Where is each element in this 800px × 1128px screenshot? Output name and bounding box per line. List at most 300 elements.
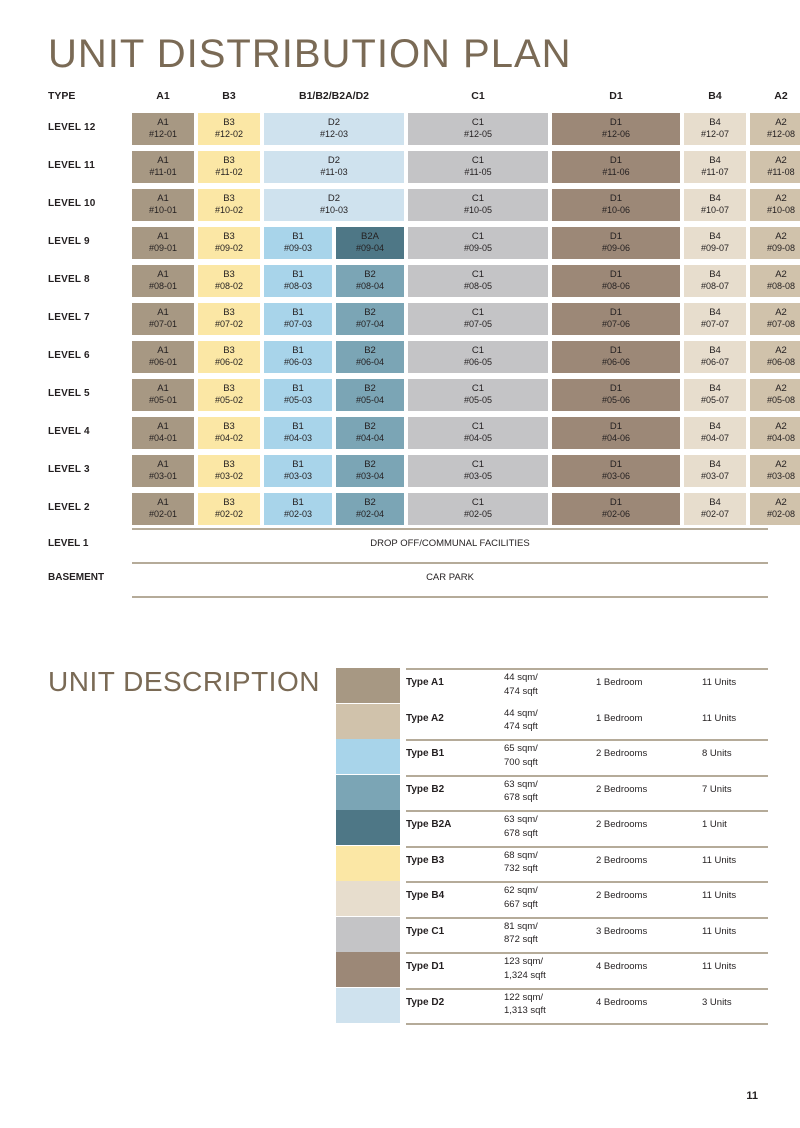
unit-number-label: #05-06 xyxy=(601,394,631,405)
unit-cell[interactable] xyxy=(132,189,194,221)
divider xyxy=(406,846,768,848)
unit-type-label: B1 xyxy=(292,497,304,508)
unit-cell[interactable] xyxy=(132,303,194,335)
unit-type-label: C1 xyxy=(471,231,485,242)
unit-cell[interactable] xyxy=(264,455,332,487)
legend-area-label: 65 sqm/ 700 sqft xyxy=(504,743,538,768)
unit-cell[interactable] xyxy=(198,303,260,335)
unit-cell[interactable] xyxy=(552,379,680,411)
legend-type-label: Type B4 xyxy=(406,890,445,901)
unit-number-label: #02-08 xyxy=(766,508,796,519)
unit-number-label: #02-02 xyxy=(214,508,244,519)
unit-cell[interactable] xyxy=(408,265,548,297)
unit-type-label: A2 xyxy=(775,193,787,204)
special-level-row xyxy=(48,562,768,596)
unit-type-label: A2 xyxy=(775,231,787,242)
unit-number-label: #06-07 xyxy=(700,356,730,367)
unit-number-label: #08-04 xyxy=(355,280,385,291)
unit-type-label: C1 xyxy=(471,459,485,470)
unit-cell[interactable] xyxy=(264,151,404,183)
unit-type-label: C1 xyxy=(471,269,485,280)
unit-cell[interactable] xyxy=(750,151,800,183)
unit-number-label: #07-02 xyxy=(214,318,244,329)
unit-number-label: #12-01 xyxy=(148,128,178,139)
unit-type-label: C1 xyxy=(471,497,485,508)
unit-type-label: A1 xyxy=(157,497,169,508)
unit-cell[interactable] xyxy=(132,417,194,449)
unit-type-label: A1 xyxy=(157,459,169,470)
unit-number-label: #03-07 xyxy=(700,470,730,481)
unit-cell[interactable] xyxy=(408,417,548,449)
unit-cell[interactable] xyxy=(264,227,332,259)
level-label: LEVEL 12 xyxy=(48,122,96,133)
unit-number-label: #05-05 xyxy=(463,394,493,405)
legend-bedrooms-label: 1 Bedroom xyxy=(596,677,643,688)
unit-number-label: #04-05 xyxy=(463,432,493,443)
legend-type-label: Type B2 xyxy=(406,783,445,795)
legend-bedrooms-label: 4 Bedrooms xyxy=(596,961,648,972)
unit-cell[interactable] xyxy=(552,303,680,335)
unit-cell[interactable] xyxy=(408,379,548,411)
unit-cell[interactable] xyxy=(684,265,746,297)
unit-cell[interactable] xyxy=(132,227,194,259)
unit-cell[interactable] xyxy=(132,341,194,373)
legend-color-swatch xyxy=(336,739,400,774)
unit-cell[interactable] xyxy=(132,265,194,297)
level-label: LEVEL 9 xyxy=(48,236,90,247)
column-header-b1-b2-b2a-d2: B1/B2/B2A/D2 xyxy=(298,90,370,102)
divider xyxy=(406,668,768,670)
unit-cell[interactable] xyxy=(198,341,260,373)
legend-type-label: Type A1 xyxy=(406,677,444,688)
unit-number-label: #06-01 xyxy=(148,356,178,367)
unit-type-label: A1 xyxy=(157,307,169,318)
unit-cell[interactable] xyxy=(750,189,800,221)
legend-color-swatch xyxy=(336,952,400,987)
unit-cell[interactable] xyxy=(750,493,800,525)
distribution-table xyxy=(48,90,796,600)
unit-number-label: #07-06 xyxy=(601,318,631,329)
unit-type-label: A2 xyxy=(775,269,787,280)
unit-cell[interactable] xyxy=(336,265,404,297)
unit-type-label: A1 xyxy=(157,269,169,280)
legend-units-label: 8 Units xyxy=(702,748,732,759)
unit-cell[interactable] xyxy=(198,151,260,183)
unit-type-label: B3 xyxy=(223,383,235,394)
unit-type-label: B3 xyxy=(223,307,235,318)
unit-number-label: #11-06 xyxy=(602,166,630,177)
legend-units-label: 11 Units xyxy=(702,961,737,972)
unit-cell[interactable] xyxy=(336,417,404,449)
unit-cell[interactable] xyxy=(264,113,404,145)
unit-cell[interactable] xyxy=(132,455,194,487)
unit-number-label: #05-01 xyxy=(148,394,178,405)
unit-number-label: #08-01 xyxy=(148,280,178,291)
unit-type-label: B4 xyxy=(709,307,721,318)
unit-number-label: #09-01 xyxy=(148,242,178,253)
unit-cell[interactable] xyxy=(552,189,680,221)
unit-number-label: #10-07 xyxy=(700,204,730,215)
unit-type-label: A2 xyxy=(775,497,787,508)
special-level-row xyxy=(48,528,768,562)
unit-cell[interactable] xyxy=(336,227,404,259)
legend-color-swatch xyxy=(336,704,400,739)
unit-number-label: #08-06 xyxy=(601,280,631,291)
legend-row xyxy=(336,917,768,953)
divider xyxy=(406,952,768,954)
unit-type-label: A2 xyxy=(775,421,787,432)
level-label: LEVEL 10 xyxy=(48,198,96,209)
unit-type-label: B3 xyxy=(223,193,235,204)
unit-type-label: B1 xyxy=(292,345,304,356)
unit-type-label: B3 xyxy=(223,421,235,432)
unit-cell[interactable] xyxy=(408,493,548,525)
unit-type-label: A2 xyxy=(775,155,787,166)
unit-cell[interactable] xyxy=(132,151,194,183)
unit-type-label: B1 xyxy=(292,269,304,280)
table-row xyxy=(48,452,796,490)
legend-type-label: Type D2 xyxy=(406,996,445,1008)
legend-row xyxy=(336,810,768,846)
legend-area-label: 68 sqm/ 732 sqft xyxy=(504,849,538,875)
legend-units-label: 1 Unit xyxy=(702,819,727,830)
divider xyxy=(132,562,768,564)
unit-type-label: B1 xyxy=(292,459,304,470)
unit-cell[interactable] xyxy=(408,113,548,145)
unit-number-label: #05-07 xyxy=(700,394,730,405)
legend-area-label: 44 sqm/ 474 sqft xyxy=(504,707,538,733)
unit-type-label: D1 xyxy=(609,383,623,394)
unit-type-label: D1 xyxy=(609,307,623,318)
level-label: LEVEL 2 xyxy=(48,502,90,513)
unit-cell[interactable] xyxy=(198,379,260,411)
unit-cell[interactable] xyxy=(750,455,800,487)
unit-cell[interactable] xyxy=(264,189,404,221)
legend-area-label: 62 sqm/ 667 sqft xyxy=(504,885,538,910)
unit-cell[interactable] xyxy=(750,303,800,335)
unit-type-label: B4 xyxy=(709,497,721,508)
unit-cell[interactable] xyxy=(750,265,800,297)
unit-cell[interactable] xyxy=(408,227,548,259)
legend-color-swatch xyxy=(336,668,400,703)
divider xyxy=(406,881,768,883)
unit-type-label: A1 xyxy=(157,117,169,128)
unit-number-label: #10-03 xyxy=(319,204,349,215)
unit-number-label: #03-03 xyxy=(283,470,313,481)
unit-type-label: B2 xyxy=(364,269,376,280)
legend-bedrooms-label: 2 Bedrooms xyxy=(596,783,648,795)
column-header-b3: B3 xyxy=(222,90,236,102)
unit-number-label: #12-06 xyxy=(601,128,631,139)
unit-cell[interactable] xyxy=(198,189,260,221)
unit-cell[interactable] xyxy=(750,341,800,373)
legend-row xyxy=(336,668,768,704)
unit-type-label: B4 xyxy=(709,193,721,204)
unit-number-label: #11-01 xyxy=(149,166,177,177)
unit-type-label: B3 xyxy=(223,155,235,166)
legend-color-swatch xyxy=(336,846,400,881)
unit-type-label: A2 xyxy=(775,307,787,318)
column-header-c1: C1 xyxy=(471,90,485,102)
level-label: LEVEL 6 xyxy=(48,350,90,361)
unit-cell[interactable] xyxy=(336,303,404,335)
divider xyxy=(406,988,768,990)
column-header-a2: A2 xyxy=(774,90,788,102)
legend-bedrooms-label: 2 Bedrooms xyxy=(596,890,648,901)
unit-number-label: #08-03 xyxy=(283,280,313,291)
table-row xyxy=(48,224,796,262)
unit-cell[interactable] xyxy=(198,455,260,487)
unit-type-label: B3 xyxy=(223,117,235,128)
unit-cell[interactable] xyxy=(684,151,746,183)
unit-number-label: #11-08 xyxy=(767,166,795,177)
unit-number-label: #09-07 xyxy=(700,242,730,253)
unit-type-label: C1 xyxy=(471,193,485,204)
unit-number-label: #12-02 xyxy=(214,128,244,139)
unit-type-label: D1 xyxy=(609,193,623,204)
divider xyxy=(132,596,768,598)
unit-number-label: #11-07 xyxy=(701,166,729,177)
unit-number-label: #10-06 xyxy=(601,204,631,215)
unit-cell[interactable] xyxy=(408,455,548,487)
legend-row xyxy=(336,739,768,775)
unit-number-label: #07-08 xyxy=(766,318,796,329)
legend-units-label: 11 Units xyxy=(702,677,737,688)
legend-row xyxy=(336,952,768,988)
unit-cell[interactable] xyxy=(684,341,746,373)
unit-cell[interactable] xyxy=(198,227,260,259)
legend-type-label: Type C1 xyxy=(406,925,445,937)
column-header-type: TYPE xyxy=(48,90,76,102)
table-row xyxy=(48,186,796,224)
legend-row xyxy=(336,704,768,740)
unit-type-label: B2 xyxy=(364,459,376,470)
unit-type-label: D1 xyxy=(609,117,623,128)
unit-description-legend xyxy=(336,668,768,1027)
legend-bedrooms-label: 2 Bedrooms xyxy=(596,819,648,830)
legend-color-swatch xyxy=(336,917,400,952)
unit-type-label: B4 xyxy=(709,383,721,394)
unit-cell[interactable] xyxy=(552,227,680,259)
legend-color-swatch xyxy=(336,881,400,916)
unit-type-label: A2 xyxy=(775,383,787,394)
legend-units-label: 11 Units xyxy=(702,890,737,901)
unit-cell[interactable] xyxy=(198,265,260,297)
unit-type-label: B4 xyxy=(709,231,721,242)
legend-area-label: 63 sqm/ 678 sqft xyxy=(504,814,538,839)
level-label: LEVEL 7 xyxy=(48,312,90,323)
unit-cell[interactable] xyxy=(552,341,680,373)
legend-type-label: Type A2 xyxy=(406,712,444,724)
unit-number-label: #02-06 xyxy=(601,508,631,519)
unit-number-label: #03-04 xyxy=(355,470,385,481)
level-label: LEVEL 8 xyxy=(48,274,90,285)
special-level-label: BASEMENT xyxy=(48,572,105,583)
unit-cell[interactable] xyxy=(684,417,746,449)
unit-cell[interactable] xyxy=(552,455,680,487)
unit-cell[interactable] xyxy=(132,493,194,525)
unit-cell[interactable] xyxy=(336,455,404,487)
table-bottom-divider-wrap xyxy=(48,596,768,600)
unit-number-label: #07-01 xyxy=(148,318,178,329)
unit-cell[interactable] xyxy=(336,493,404,525)
column-header-d1: D1 xyxy=(609,90,623,102)
unit-cell[interactable] xyxy=(552,493,680,525)
unit-cell[interactable] xyxy=(198,417,260,449)
unit-cell[interactable] xyxy=(684,189,746,221)
unit-number-label: #10-01 xyxy=(148,204,178,215)
unit-type-label: D1 xyxy=(609,231,623,242)
legend-row xyxy=(336,881,768,917)
table-row xyxy=(48,300,796,338)
unit-number-label: #02-07 xyxy=(700,508,730,519)
unit-cell[interactable] xyxy=(750,113,800,145)
column-header-a1: A1 xyxy=(156,90,170,102)
unit-cell[interactable] xyxy=(408,189,548,221)
special-level-text: CAR PARK xyxy=(426,572,474,583)
unit-cell[interactable] xyxy=(552,113,680,145)
distribution-special-levels xyxy=(48,528,768,600)
unit-cell[interactable] xyxy=(264,265,332,297)
unit-number-label: #11-02 xyxy=(215,166,243,177)
unit-cell[interactable] xyxy=(552,151,680,183)
legend-row xyxy=(336,988,768,1024)
unit-type-label: B4 xyxy=(709,421,721,432)
unit-number-label: #10-02 xyxy=(214,204,244,215)
unit-cell[interactable] xyxy=(684,493,746,525)
unit-type-label: D1 xyxy=(609,155,623,166)
page-title: UNIT DISTRIBUTION PLAN xyxy=(48,32,572,76)
unit-number-label: #04-08 xyxy=(766,432,796,443)
unit-number-label: #02-04 xyxy=(355,508,385,519)
unit-cell[interactable] xyxy=(684,227,746,259)
legend-area-label: 122 sqm/ 1,313 sqft xyxy=(504,991,546,1017)
level-label: LEVEL 3 xyxy=(48,464,90,475)
unit-cell[interactable] xyxy=(264,379,332,411)
unit-type-label: B4 xyxy=(709,459,721,470)
unit-cell[interactable] xyxy=(408,303,548,335)
unit-cell[interactable] xyxy=(750,227,800,259)
unit-cell[interactable] xyxy=(552,417,680,449)
unit-type-label: A1 xyxy=(157,193,169,204)
unit-cell[interactable] xyxy=(198,113,260,145)
unit-cell[interactable] xyxy=(684,455,746,487)
page-number: 11 xyxy=(746,1090,758,1102)
unit-number-label: #10-08 xyxy=(766,204,796,215)
unit-cell[interactable] xyxy=(750,379,800,411)
unit-cell[interactable] xyxy=(408,151,548,183)
unit-cell[interactable] xyxy=(264,493,332,525)
unit-number-label: #05-08 xyxy=(766,394,796,405)
legend-type-label: Type D1 xyxy=(406,961,445,972)
unit-type-label: B4 xyxy=(709,345,721,356)
unit-type-label: A1 xyxy=(157,155,169,166)
unit-type-label: B1 xyxy=(292,383,304,394)
unit-type-label: D2 xyxy=(327,117,341,128)
unit-number-label: #09-06 xyxy=(601,242,631,253)
unit-cell[interactable] xyxy=(264,417,332,449)
unit-number-label: #11-05 xyxy=(464,166,492,177)
unit-cell[interactable] xyxy=(336,341,404,373)
legend-area-label: 123 sqm/ 1,324 sqft xyxy=(504,956,546,981)
legend-color-swatch xyxy=(336,988,400,1023)
table-row xyxy=(48,148,795,186)
legend-bedrooms-label: 2 Bedrooms xyxy=(596,748,648,759)
unit-number-label: #07-04 xyxy=(355,318,385,329)
unit-cell[interactable] xyxy=(684,303,746,335)
unit-number-label: #04-03 xyxy=(283,432,313,443)
legend-bedrooms-label: 2 Bedrooms xyxy=(596,854,648,866)
unit-number-label: #03-01 xyxy=(148,470,178,481)
unit-number-label: #07-03 xyxy=(283,318,313,329)
unit-cell[interactable] xyxy=(264,303,332,335)
unit-type-label: B2 xyxy=(364,345,376,356)
unit-type-label: C1 xyxy=(471,307,485,318)
unit-cell[interactable] xyxy=(750,417,800,449)
legend-units-label: 3 Units xyxy=(702,996,732,1008)
unit-type-label: B1 xyxy=(292,307,304,318)
divider xyxy=(406,775,768,777)
unit-number-label: #08-05 xyxy=(463,280,493,291)
unit-number-label: #06-03 xyxy=(283,356,313,367)
unit-number-label: #06-06 xyxy=(601,356,631,367)
unit-type-label: B4 xyxy=(709,155,721,166)
unit-type-label: B1 xyxy=(292,231,304,242)
legend-row xyxy=(336,846,768,882)
unit-number-label: #09-02 xyxy=(214,242,244,253)
unit-type-label: C1 xyxy=(471,117,485,128)
unit-cell[interactable] xyxy=(336,379,404,411)
unit-number-label: #12-08 xyxy=(766,128,796,139)
legend-bedrooms-label: 1 Bedroom xyxy=(596,712,643,724)
unit-cell[interactable] xyxy=(132,379,194,411)
unit-number-label: #09-08 xyxy=(766,242,796,253)
unit-type-label: C1 xyxy=(471,345,485,356)
legend-bedrooms-label: 3 Bedrooms xyxy=(596,925,648,937)
unit-cell[interactable] xyxy=(198,493,260,525)
unit-type-label: B2 xyxy=(364,383,376,394)
legend-type-label: Type B3 xyxy=(406,854,445,866)
unit-number-label: #07-07 xyxy=(700,318,730,329)
table-row xyxy=(48,490,796,528)
legend-color-swatch xyxy=(336,810,400,845)
unit-type-label: A2 xyxy=(775,459,787,470)
unit-number-label: #08-02 xyxy=(214,280,244,291)
unit-cell[interactable] xyxy=(552,265,680,297)
unit-number-label: #12-07 xyxy=(700,128,730,139)
divider xyxy=(132,528,768,530)
table-row xyxy=(48,262,796,300)
divider xyxy=(406,739,768,741)
unit-number-label: #05-02 xyxy=(214,394,244,405)
legend-bottom-divider-wrap xyxy=(336,1023,768,1027)
divider xyxy=(406,1023,768,1025)
unit-type-label: D1 xyxy=(609,421,623,432)
unit-cell[interactable] xyxy=(408,341,548,373)
unit-type-label: B3 xyxy=(223,345,235,356)
unit-number-label: #09-05 xyxy=(463,242,493,253)
unit-cell[interactable] xyxy=(264,341,332,373)
unit-cell[interactable] xyxy=(684,379,746,411)
distribution-table-header xyxy=(48,90,788,110)
unit-cell[interactable] xyxy=(684,113,746,145)
unit-number-label: #12-03 xyxy=(319,128,349,139)
unit-description-title: UNIT DESCRIPTION xyxy=(48,666,320,697)
legend-area-label: 81 sqm/ 872 sqft xyxy=(504,920,538,946)
unit-cell[interactable] xyxy=(132,113,194,145)
divider xyxy=(406,810,768,812)
unit-number-label: #03-02 xyxy=(214,470,244,481)
